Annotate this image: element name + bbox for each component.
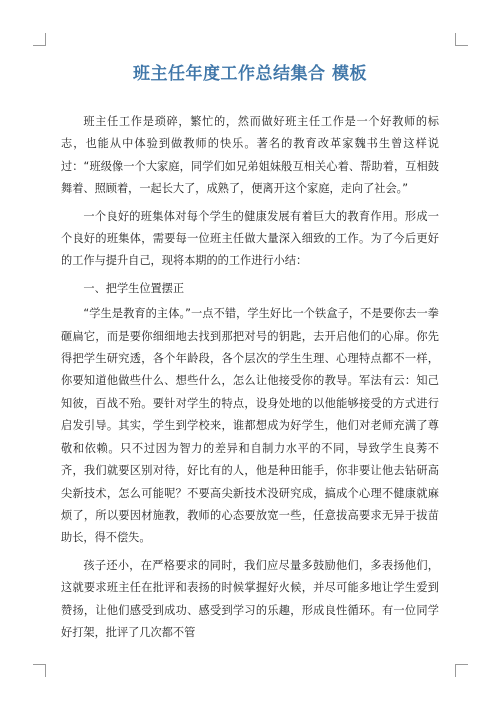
paragraph-class-collective: 一个良好的班集体对每个学生的健康发展有着巨大的教育作用。形成一个良好的班集体，需要每一位班主任做大量深入细致的工作。为了今后更好的工作与提升自己，现将本期的的工作进行小结： <box>61 209 439 268</box>
document-body <box>61 111 439 649</box>
crop-mark-bottom-right <box>455 664 468 677</box>
paragraph-student-subject: “学生是教育的主体。”一点不错，学生好比一个铁盒子，不是要你去一拳砸扁它，而是要你细细地去找到那把对号的钥匙，去开启他们的心扉。你先得把学生研究透，各个年龄段，各个层次的学生生理、心理特点都不一样，你要知道他做些什么、想些什么，怎么让他接受你的教导。军法有云：知己知彼，百战不殆。要针对学生的特点，设身处地的以他能够接受的方式进行启发引导。其实，学生到学校来，谁都想成为好学生，他们对老师充满了尊敬和依赖。只不过因为智力的差异和自制力水平的不同，导致学生良莠不齐，我们就要区别对待，好比有的人，他是种田能手，你非要让他去钻研高尖新技术，怎么可能呢？不要高尖新技术没研究成，搞成个心理不健康就麻烦了，所以要因材施教，教师的心态要放宽一些，任意拔高要求无异于拔苗助长，得不偿失。 <box>61 307 439 545</box>
paragraph-intro: 班主任工作是琐碎，繁忙的，然而做好班主任工作是一个好教师的标志，也能从中体验到做教师的快乐。著名的教育改革家魏书生曾这样说过：“班级像一个大家庭，同学们如兄弟姐妹般互相关心着、帮助着，互相鼓舞着、照顾着，一起长大了，成熟了，便离开这个家庭，走向了社会。” <box>61 115 439 196</box>
crop-mark-top-right <box>455 33 468 46</box>
crop-mark-bottom-left <box>33 664 46 677</box>
section-heading: 一、把学生位置摆正 <box>83 281 185 295</box>
paragraph-encouragement: 孩子还小，在严格要求的同时，我们应尽量多鼓励他们，多表扬他们，这就要求班主任在批评和表扬的时候掌握好火候，并尽可能多地让学生爱到赞扬，让他们感受到成功、感受到学习的乐趣，形成良性循环。有一位同学好打架，批评了几次都不管 <box>61 558 439 639</box>
crop-mark-top-left <box>33 33 46 46</box>
document-title: 班主任年度工作总结集合 模板 <box>133 64 367 84</box>
